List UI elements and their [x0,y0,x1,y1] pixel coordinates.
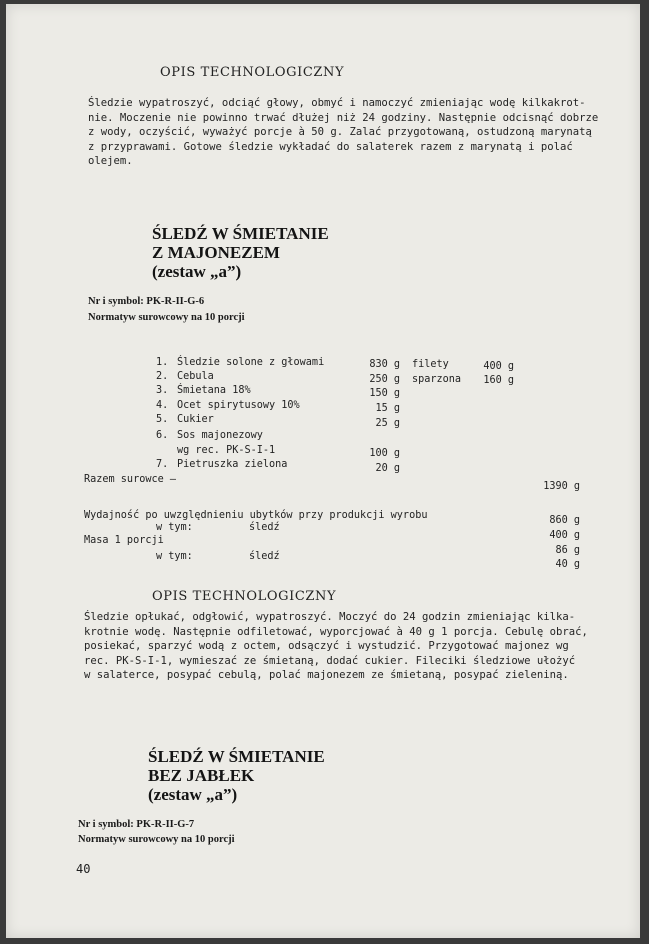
ingredient-number: 7. [156,459,169,470]
ingredient-number: 5. [156,414,169,425]
opis-2-line: w salaterce, posypać cebulą, polać majonezem ze śmietaną, posypać zieleniną. [84,669,569,682]
ingredient-quantity: 150 g [369,388,400,399]
ingredient-quantity: 100 g [369,448,400,459]
ingredient-name: Śledzie solone z głowami [177,357,325,368]
masa-porcji-label: Masa 1 porcji [84,535,164,546]
ingredient-note: filety [412,359,449,370]
ingredient-note: sparzona [412,374,462,385]
wydajnosc-value: 860 g [549,515,580,526]
sledz-value: 40 g [555,559,580,570]
sledz-value: 400 g [549,530,580,541]
document-page [6,4,640,938]
recipe-1-title-line: (zestaw „a”) [152,262,242,281]
razem-value: 1390 g [543,481,580,492]
ingredient-name: Cebula [177,371,214,382]
recipe-2-nr-symbol: Nr i symbol: PK-R-II-G-7 [78,819,195,830]
ingredient-note-quantity: 400 g [483,361,514,372]
recipe-2-title [148,747,325,804]
opis-1-line: z przyprawami. Gotowe śledzie wykładać do salaterek razem z marynatą i polać [88,140,573,153]
wydajnosc-label: Wydajność po uwzględnieniu ubytków przy produkcji wyrobu [84,510,428,521]
sledz-label: śledź [249,522,280,533]
w-tym-label: w tym: [156,551,193,562]
ingredient-quantity: 20 g [375,463,400,474]
ingredient-name: Ocet spirytusowy 10% [177,400,300,411]
ingredient-number: 6. [156,430,169,441]
recipe-1-normatyw: Normatyw surowcowy na 10 porcji [88,312,245,323]
section-heading-opis-2: OPIS TECHNOLOGICZNY [152,589,337,604]
recipe-2-title-line: (zestaw „a”) [148,785,238,804]
opis-2-paragraph [84,610,588,683]
ingredient-name: Cukier [177,414,214,425]
recipe-2-normatyw: Normatyw surowcowy na 10 porcji [78,834,235,845]
opis-1-paragraph [88,96,598,169]
opis-1-line: z wody, oczyścić, wyważyć porcje à 50 g. Zalać przygotowaną, ostudzoną marynatą [88,126,592,139]
sledz-label: śledź [249,551,280,562]
ingredient-name: Sos majonezowy [177,430,263,441]
recipe-1-nr-symbol: Nr i symbol: PK-R-II-G-6 [88,296,205,307]
recipe-1-title [152,224,329,281]
section-heading-opis-1: OPIS TECHNOLOGICZNY [160,65,345,80]
opis-1-line: Śledzie wypatroszyć, odciąć głowy, obmyć i namoczyć zmieniając wodę kilkakrot- [88,97,586,109]
ingredient-name: wg rec. PK-S-I-1 [177,445,276,456]
ingredient-number: 3. [156,385,169,396]
recipe-1-title-line: ŚLEDŹ W ŚMIETANIE [152,224,329,243]
ingredient-quantity: 250 g [369,374,400,385]
w-tym-label: w tym: [156,522,193,533]
ingredient-name: Pietruszka zielona [177,459,288,470]
razem-label: Razem surowce — [84,474,177,485]
ingredient-quantity: 25 g [375,418,400,429]
opis-2-line: rec. PK-S-I-1, wymieszać ze śmietaną, dodać cukier. Fileciki śledziowe ułożyć [84,654,576,667]
ingredient-number: 2. [156,371,169,382]
masa-porcji-value: 86 g [555,545,580,556]
ingredient-name: Śmietana 18% [177,385,251,396]
recipe-2-title-line: BEZ JABŁEK [148,766,255,785]
ingredient-number: 4. [156,400,169,411]
ingredient-quantity: 15 g [375,403,400,414]
opis-1-line: nie. Moczenie nie powinno trwać dłużej niż 24 godziny. Następnie odcisnąć dobrze [88,111,599,124]
ingredient-quantity: 830 g [369,359,400,370]
ingredient-note-quantity: 160 g [483,375,514,386]
recipe-1-title-line: Z MAJONEZEM [152,243,280,262]
opis-2-line: posiekać, sparzyć wodą z octem, odsączyć i wystudzić. Przygotować majonez wg [84,640,569,653]
page-number: 40 [76,862,91,876]
opis-2-line: Śledzie opłukać, odgłowić, wypatroszyć. Moczyć do 24 godzin zmieniając kilka- [84,611,576,623]
ingredient-number: 1. [156,357,169,368]
recipe-2-title-line: ŚLEDŹ W ŚMIETANIE [148,747,325,766]
opis-1-line: olejem. [88,155,133,168]
opis-2-line: krotnie wodę. Następnie odfiletować, wyporcjować à 40 g 1 porcja. Cebulę obrać, [84,625,588,638]
